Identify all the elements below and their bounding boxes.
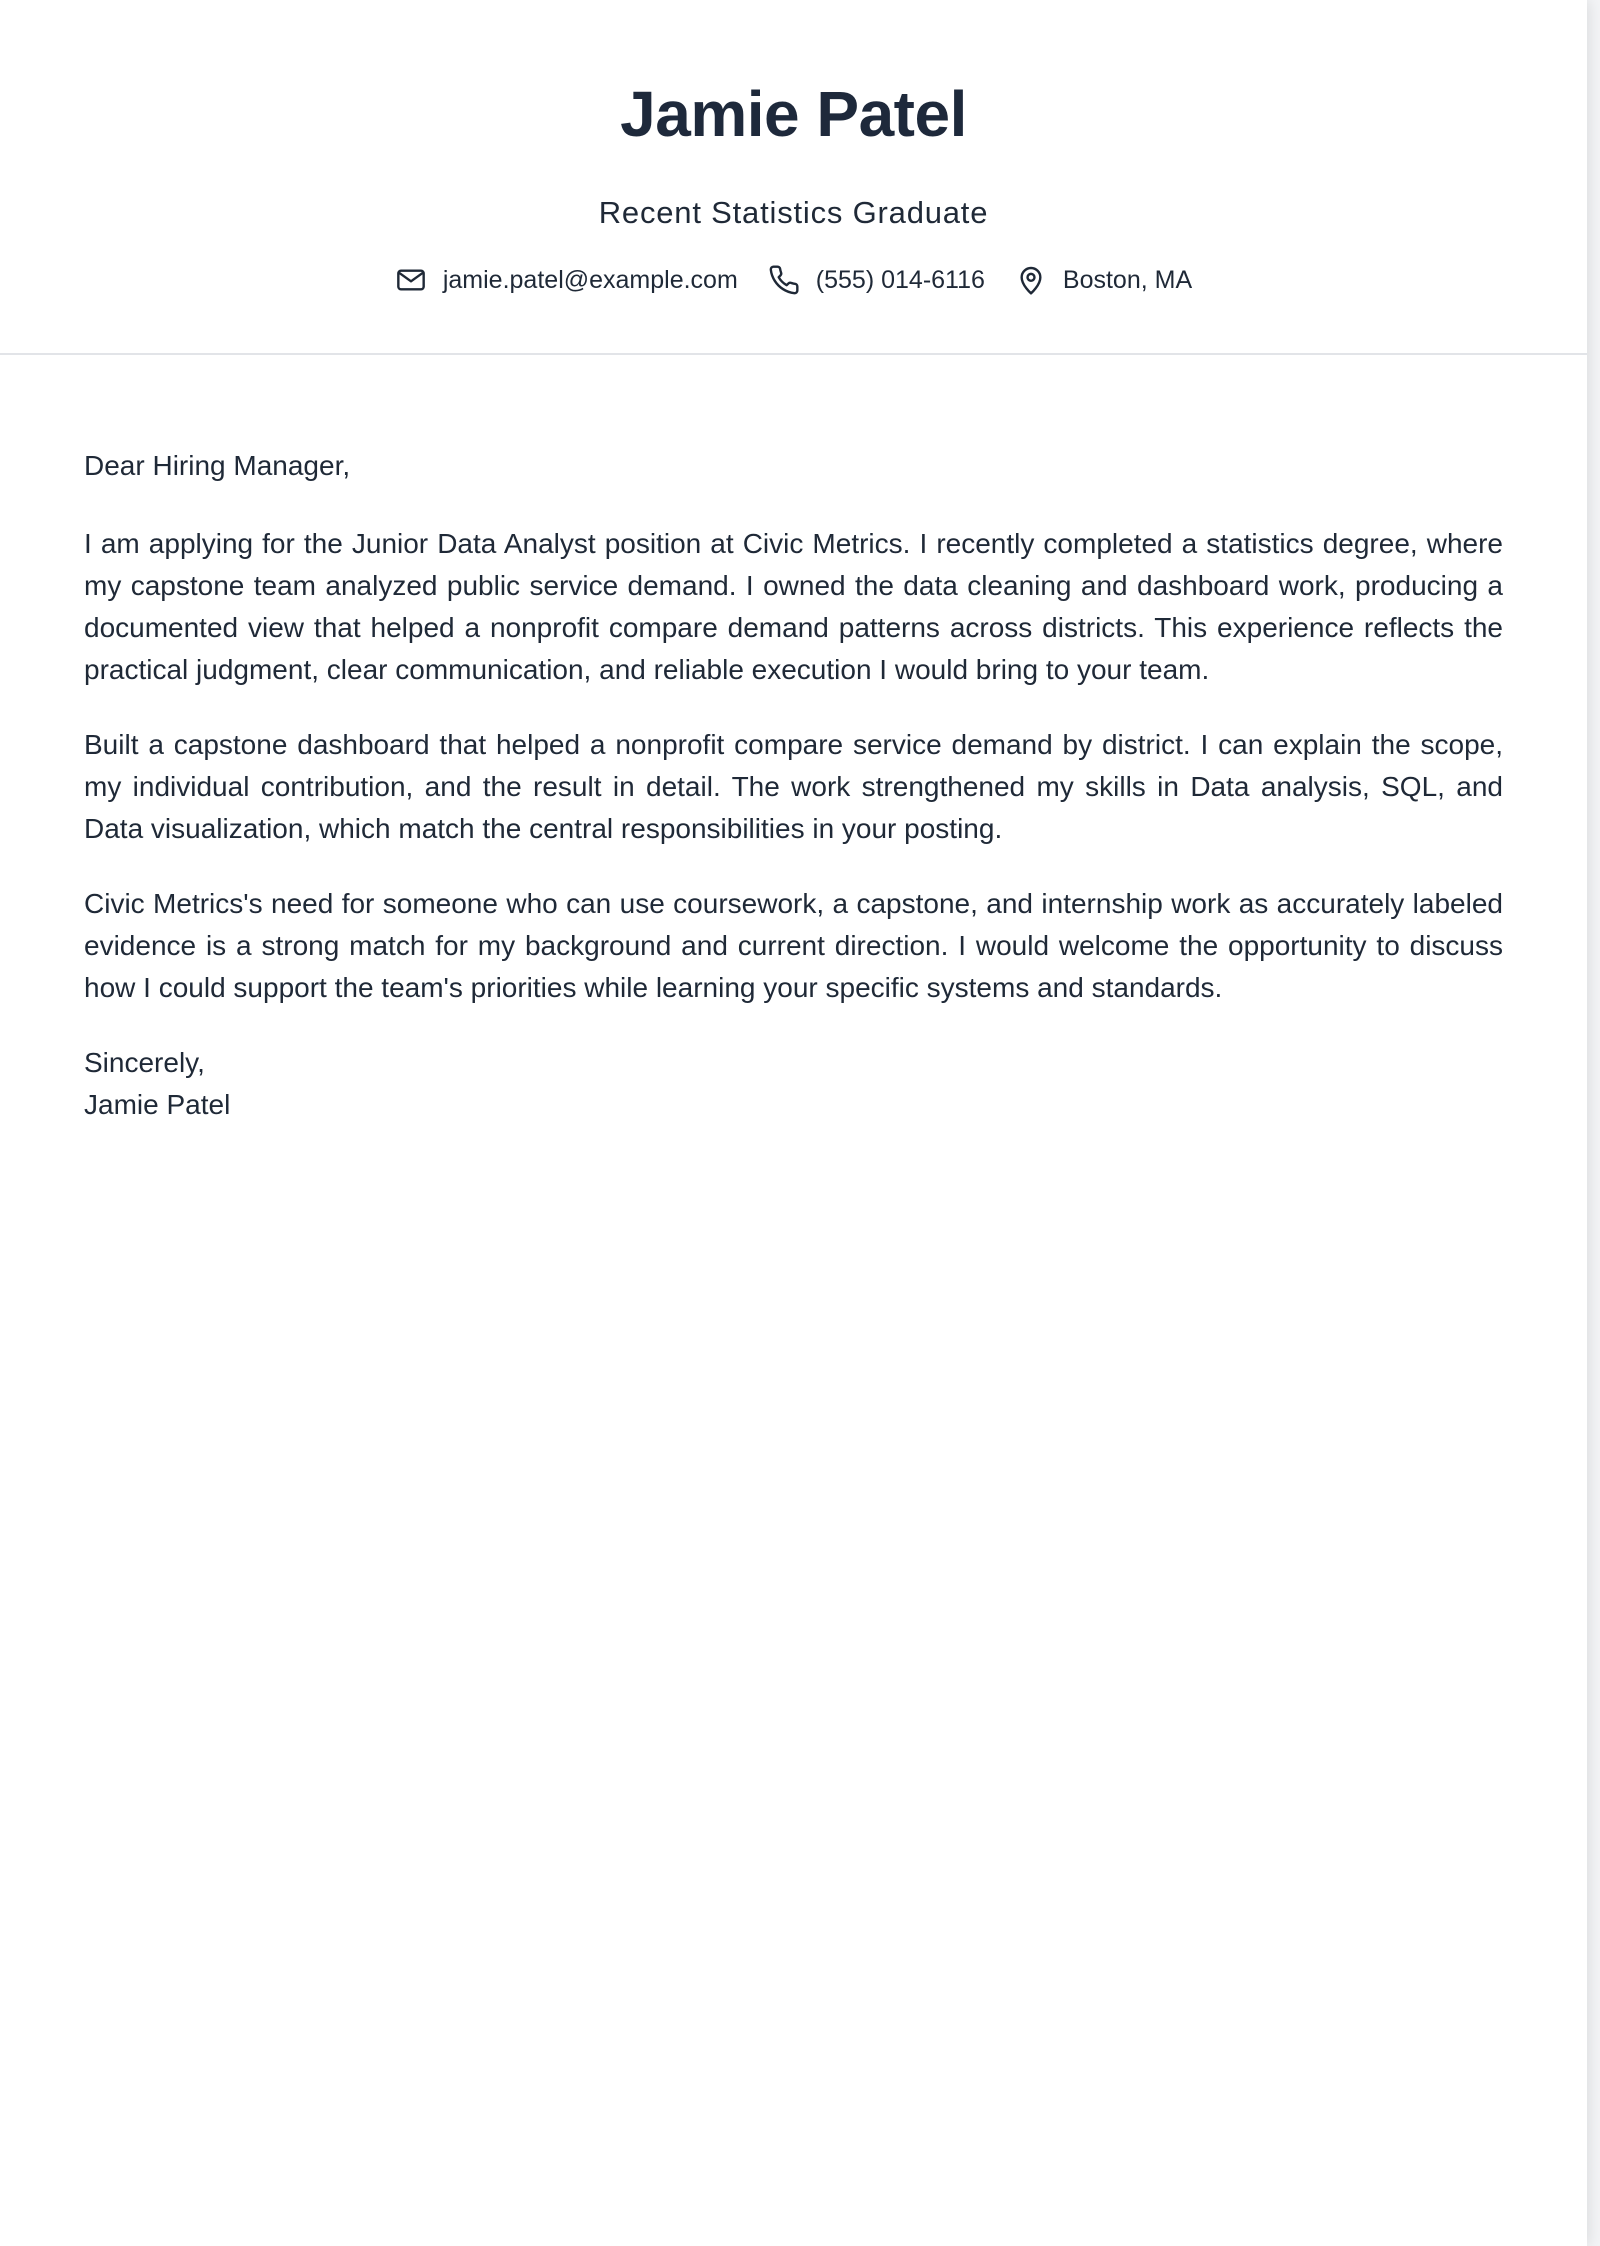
letter-body: [84, 445, 1503, 1126]
letter-header: [0, 0, 1587, 355]
phone-text: (555) 014-6116: [815, 266, 985, 294]
mail-icon: [395, 264, 427, 296]
contact-phone[interactable]: [768, 261, 985, 299]
email-text: jamie.patel@example.com: [442, 266, 738, 294]
body-paragraph: Built a capstone dashboard that helped a nonprofit compare service demand by district. I can explain the scope, my individual contribution, and the result in detail. The work strengthened my skills in Data analysis, SQL, and Data visualization, which match the central responsibilities in your posting.: [84, 729, 1503, 844]
sign-off: Sincerely,: [84, 1047, 205, 1078]
greeting: Dear Hiring Manager,: [84, 450, 351, 481]
contact-info: [0, 261, 1587, 299]
contact-location: [1015, 261, 1192, 299]
signature-name: Jamie Patel: [84, 1089, 231, 1120]
applicant-headline: Recent Statistics Graduate: [598, 195, 989, 230]
contact-email[interactable]: [395, 261, 738, 299]
phone-icon: [768, 264, 800, 296]
applicant-name: Jamie Patel: [620, 78, 967, 150]
body-paragraph: I am applying for the Junior Data Analyst position at Civic Metrics. I recently completed a statistics degree, where my capstone team analyzed public service demand. I owned the data cleaning and dashboard work, producing a documented view that helped a nonprofit compare demand patterns across districts. This experience reflects the practical judgment, clear communication, and reliable execution I would bring to your team.: [84, 528, 1503, 685]
location-text: Boston, MA: [1062, 266, 1193, 294]
body-paragraph: Civic Metrics's need for someone who can use coursework, a capstone, and internship work as accurately labeled evidence is a strong match for my background and current direction. I would welcome the opportunity to discuss how I could support the team's priorities while learning your specific systems and standards.: [84, 888, 1503, 1003]
closing: [84, 1042, 1503, 1126]
map-pin-icon: [1015, 264, 1047, 296]
